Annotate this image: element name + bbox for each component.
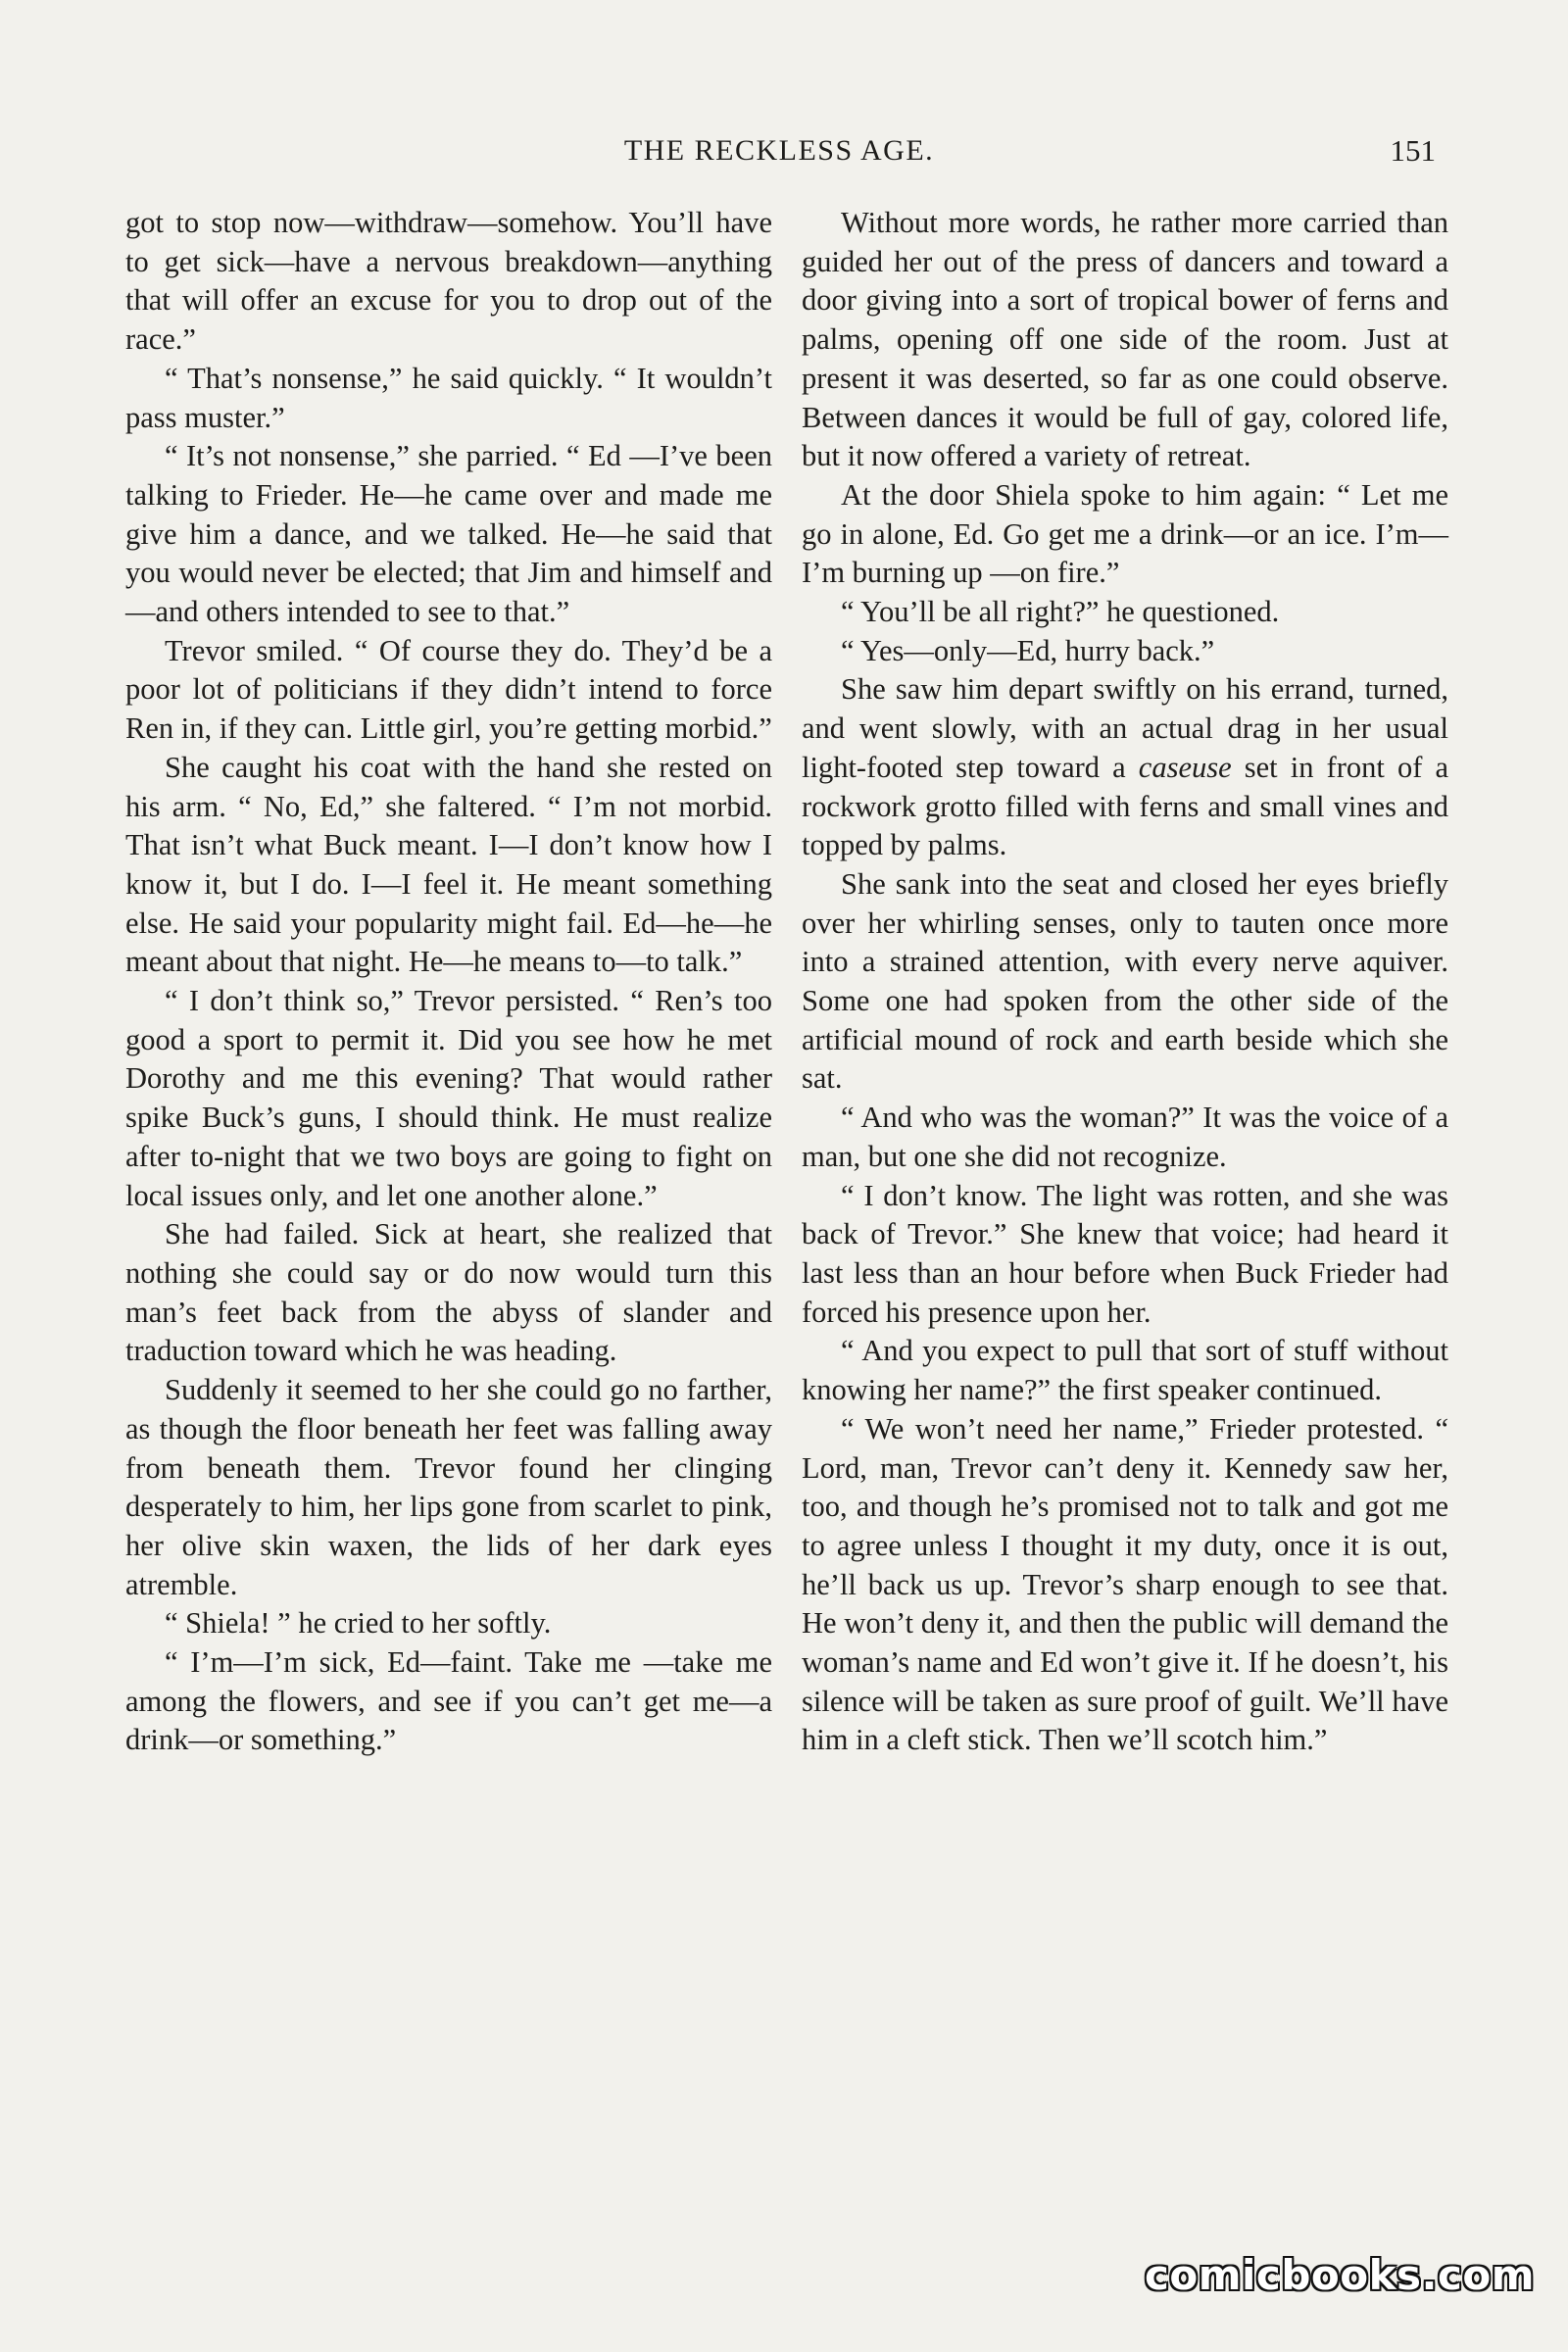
italic-word: caseuse	[1138, 750, 1232, 784]
running-head: THE RECKLESS AGE.	[623, 134, 935, 167]
paragraph: “ I’m—I’m sick, Ed—faint. Take me —take me among the flowers, and see if you can’t get me—a drink—or something.”	[125, 1645, 772, 1757]
paragraph: “ And you expect to pull that sort of stuff without knowing her name?” the first speaker continued.	[802, 1334, 1448, 1407]
paragraph: Without more words, he rather more carried than guided her out of the press of dancers and toward a door giving into a sort of tropical bower of ferns and palms, opening off one side of the room. Just at present it was deserted, so far as one could observe. Between dances it would be full of gay, colored life, but it now offered a variety of retreat.	[802, 206, 1448, 473]
paragraph: “ It’s not nonsense,” she parried. “ Ed —I’ve been talking to Frieder. He—he came over and made me give him a dance, and we talked. He—he said that you would never be elected; that Jim and himself and—and others intended to see to that.”	[125, 439, 772, 629]
paragraph: Suddenly it seemed to her she could go no farther, as though the floor beneath her feet was falling away from beneath them. Trevor found her clinging desperately to him, her lips gone from scarlet to pink, her olive skin waxen, the lids of her dark eyes atremble.	[125, 1373, 772, 1601]
paragraph: Trevor smiled. “ Of course they do. They’d be a poor lot of politicians if they didn’t intend to force Ren in, if they can. Little girl, you’re getting morbid.”	[125, 633, 772, 746]
paragraph: At the door Shiela spoke to him again: “ Let me go in alone, Ed. Go get me a drink—or an ice. I’m—I’m burning up —on fire.”	[802, 477, 1448, 590]
watermark-logo: comicbooks.com	[1145, 2251, 1535, 2299]
paragraph: got to stop now—withdraw—somehow. You’ll have to get sick—have a nervous breakdown—anything that will offer an excuse for you to drop out of the race.”	[125, 206, 772, 357]
paragraph: “ And who was the woman?” It was the voice of a man, but one she did not recognize.	[802, 1101, 1448, 1173]
paragraph: “ You’ll be all right?” he questioned.	[841, 595, 1280, 629]
paragraph	[802, 670, 1448, 865]
paragraph: “ I don’t think so,” Trevor persisted. “ Ren’s too good a sport to permit it. Did you see how he met Dorothy and me this evening? That would rather spike Buck’s guns, I should think. He must realize after to-night that we two boys are going to fight on local issues only, and let one another alone.”	[125, 984, 772, 1212]
paragraph: She sank into the seat and closed her eyes briefly over her whirling senses, only to tauten once more into a strained attention, with every nerve aquiver. Some one had spoken from the other side of the artificial mound of rock and earth beside which she sat.	[802, 866, 1448, 1096]
paragraph: “ We won’t need her name,” Frieder protested. “ Lord, man, Trevor can’t deny it. Kennedy saw her, too, and though he’s promised not to talk and got me to agree unless I thought it my duty, once it is out, he’ll back us up. Trevor’s sharp enough to see that. He won’t deny it, and then the public will demand the woman’s name and Ed won’t give it. If he doesn’t, his silence will be taken as sure proof of guilt. We’ll have him in a cleft stick. Then we’ll scotch him.”	[802, 1411, 1448, 1757]
paragraph: She had failed. Sick at heart, she realized that nothing she could say or do now would turn this man’s feet back from the abyss of slander and traduction toward which he was heading.	[125, 1217, 772, 1368]
page-header	[122, 131, 1436, 180]
paragraph: “ That’s nonsense,” he said quickly. “ It wouldn’t pass muster.”	[125, 361, 772, 434]
paragraph: “ I don’t know. The light was rotten, and she was back of Trevor.” She knew that voice; had heard it last less than an hour before when Buck Frieder had forced his presence upon her.	[802, 1178, 1448, 1329]
left-column	[125, 204, 772, 1760]
right-column	[802, 204, 1448, 1760]
paragraph: “ Yes—only—Ed, hurry back.”	[841, 633, 1215, 667]
paragraph: She caught his coat with the hand she rested on his arm. “ No, Ed,” she faltered. “ I’m not morbid. That isn’t what Buck meant. I—I don’t know how I know it, but I do. I—I feel it. He meant something else. He said your popularity might fail. Ed—he—he meant about that night. He—he means to—to talk.”	[125, 750, 772, 979]
page-number: 151	[1390, 133, 1436, 168]
paragraph-text: set in front of a rockwork grotto filled with ferns and small vines and topped by palms.	[802, 750, 1448, 862]
paragraph: “ Shiela! ” he cried to her softly.	[165, 1606, 552, 1641]
paragraph-text: She saw him depart swiftly on his errand, turned, and went slowly, with an actual drag in her usual light-footed step toward a	[802, 672, 1448, 784]
